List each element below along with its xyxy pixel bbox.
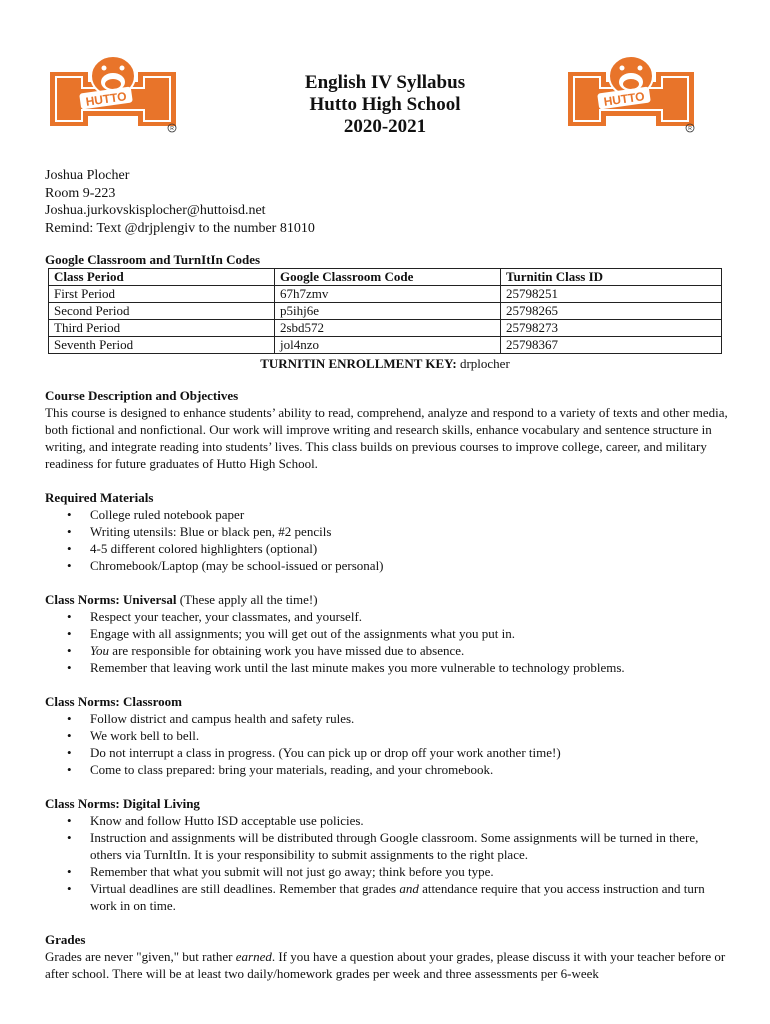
grades-text (45, 948, 728, 982)
logo-text: HUTTO (602, 89, 646, 109)
emphasis-text: earned (235, 949, 272, 964)
section-heading-wrap (45, 591, 728, 608)
turnitin-id-cell: 25798251 (501, 286, 722, 303)
section-heading: Required Materials (45, 490, 154, 505)
section-heading: Class Norms: Digital Living (45, 796, 200, 811)
grades-text-b: . If you have a question about your grades, please discuss it with your teacher before or after school. There will be at least two daily/homework grades per week and three assessments per 6-week (45, 949, 726, 981)
svg-text:R: R (688, 126, 692, 132)
list-item: • Know and follow Hutto ISD acceptable use policies. (45, 812, 728, 829)
list-item: • We work bell to bell. (45, 727, 728, 744)
period-cell: First Period (49, 286, 275, 303)
table-header-row (49, 269, 722, 286)
digital-norms-list (45, 812, 728, 914)
emphasis-text: and (399, 881, 419, 896)
period-cell: Third Period (49, 320, 275, 337)
teacher-email: Joshua.jurkovskisplocher@huttoisd.net (45, 203, 266, 218)
list-item: • Do not interrupt a class in progress. (You can pick up or drop off your work another time!) (45, 744, 728, 761)
school-name: Hutto High School (309, 94, 461, 115)
classroom-code-cell: p5ihj6e (275, 303, 501, 320)
school-year: 2020-2021 (343, 116, 427, 137)
list-item (45, 880, 728, 914)
list-item (45, 642, 728, 659)
class-codes-section (45, 251, 725, 372)
item-text: are responsible for obtaining work you have missed due to absence. (109, 643, 465, 658)
list-item: • College ruled notebook paper (45, 506, 728, 523)
course-description-section (45, 387, 728, 472)
universal-norms-list (45, 608, 728, 676)
turnitin-id-cell: 25798367 (501, 337, 722, 354)
codes-heading: Google Classroom and TurnItIn Codes (45, 252, 261, 267)
svg-text:R: R (170, 126, 174, 132)
classroom-norms-list (45, 710, 728, 778)
column-header: Turnitin Class ID (501, 269, 722, 286)
universal-norms-section (45, 591, 728, 676)
section-heading: Course Description and Objectives (45, 388, 239, 403)
required-materials-section (45, 489, 728, 574)
turnitin-id-cell: 25798265 (501, 303, 722, 320)
course-title: English IV Syllabus (304, 72, 466, 93)
list-item: • Follow district and campus health and safety rules. (45, 710, 728, 727)
list-item: • Remember that what you submit will not just go away; think before you type. (45, 863, 728, 880)
classroom-code-cell: 67h7zmv (275, 286, 501, 303)
section-heading: Class Norms: Universal (45, 592, 177, 607)
list-item: • Writing utensils: Blue or black pen, #2 pencils (45, 523, 728, 540)
list-item: • 4-5 different colored highlighters (optional) (45, 540, 728, 557)
table-row (49, 286, 722, 303)
list-item: • Instruction and assignments will be distributed through Google classroom. Some assignments will be turned in there, others via TurnItIn. It is your responsibility to submit assignments to the right place. (45, 829, 728, 863)
teacher-contact (45, 167, 315, 237)
section-heading: Class Norms: Classroom (45, 694, 182, 709)
materials-list (45, 506, 728, 574)
item-text: attendance require that you access instruction and turn work in on time. (90, 881, 705, 913)
codes-table (48, 268, 722, 354)
logo-text: HUTTO (84, 89, 128, 109)
column-header: Class Period (49, 269, 275, 286)
period-cell: Second Period (49, 303, 275, 320)
teacher-room: Room 9-223 (45, 185, 116, 201)
list-item: • Come to class prepared: bring your materials, reading, and your chromebook. (45, 761, 728, 778)
turnitin-enrollment-key (45, 355, 725, 372)
list-item: • Remember that leaving work until the last minute makes you more vulnerable to technology problems. (45, 659, 728, 676)
list-item: • Respect your teacher, your classmates, and yourself. (45, 608, 728, 625)
digital-norms-section (45, 795, 728, 914)
classroom-norms-section (45, 693, 728, 778)
column-header: Google Classroom Code (275, 269, 501, 286)
grades-section (45, 931, 728, 982)
table-row (49, 320, 722, 337)
list-item: • Chromebook/Laptop (may be school-issued or personal) (45, 557, 728, 574)
enroll-label: TURNITIN ENROLLMENT KEY: (260, 356, 457, 371)
list-item: • Engage with all assignments; you will get out of the assignments what you put in. (45, 625, 728, 642)
teacher-name: Joshua Plocher (45, 168, 130, 183)
description-text: This course is designed to enhance students’ ability to read, comprehend, analyze and respond to a variety of texts and other media, both fictional and nonfictional. Our work will improve writing and research skills, enhance vocabulary and sentence structure in writing, and integrate reading into students’ lives. This class builds on previous courses to improve college, career, and military readiness for future graduates of Hutto High School. (45, 405, 728, 471)
enroll-value: drplocher (456, 356, 510, 371)
classroom-code-cell: jol4nzo (275, 337, 501, 354)
section-heading: Grades (45, 932, 86, 947)
remind-info: Remind: Text @drjplengiv to the number 81010 (45, 220, 315, 236)
section-note: (These apply all the time!) (176, 592, 318, 607)
document-title (0, 72, 770, 138)
table-row (49, 337, 722, 354)
item-text: Virtual deadlines are still deadlines. Remember that grades (90, 881, 400, 896)
syllabus-body (45, 387, 728, 999)
grades-text-a: Grades are never "given," but rather (45, 949, 236, 964)
table-row (49, 303, 722, 320)
emphasis-text: You (90, 643, 110, 658)
period-cell: Seventh Period (49, 337, 275, 354)
classroom-code-cell: 2sbd572 (275, 320, 501, 337)
turnitin-id-cell: 25798273 (501, 320, 722, 337)
